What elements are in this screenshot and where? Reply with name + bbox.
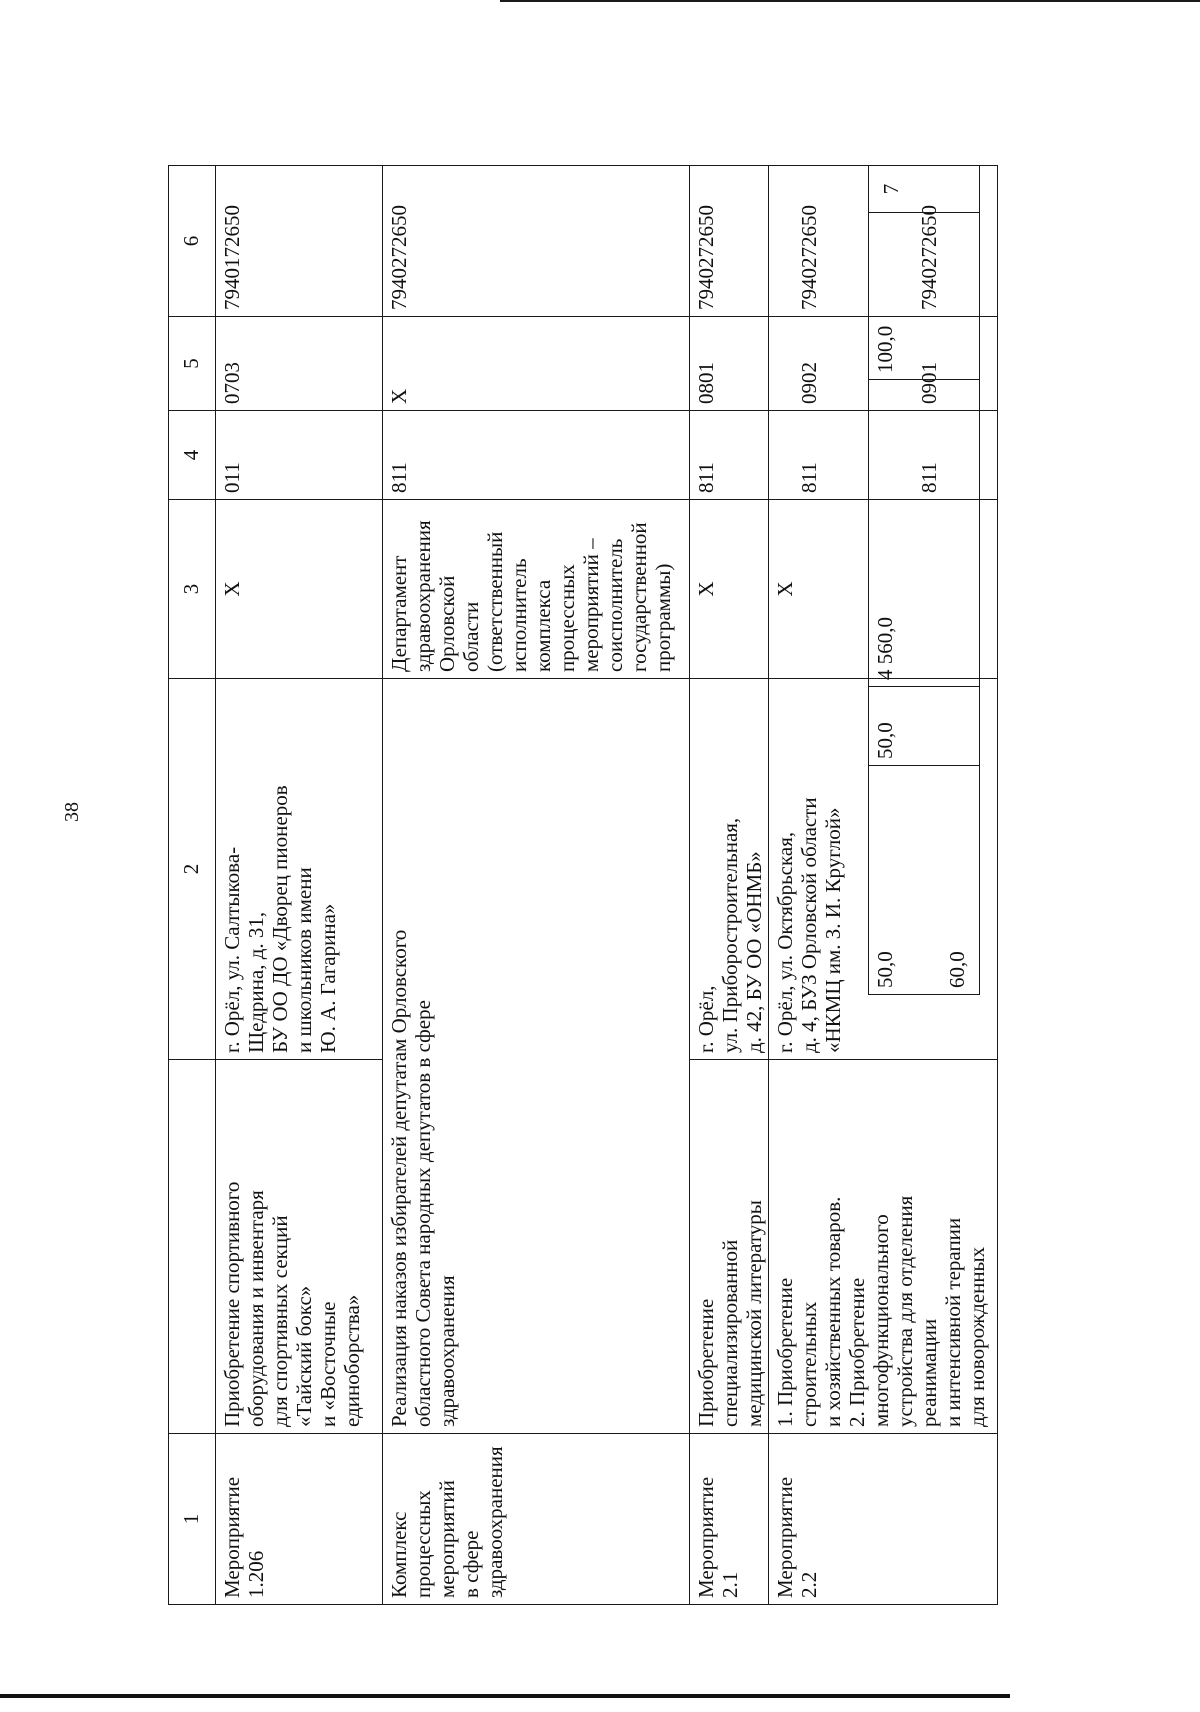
row1-col3: X [215, 499, 383, 679]
row1-col4: 011 [215, 410, 383, 500]
row2-col6: 7940272650 [382, 165, 690, 317]
row4-col7 [868, 765, 980, 995]
header-col-4: 4 [168, 410, 216, 500]
row3-col1b: Приобретение специализированной медицинской литературы [689, 1059, 769, 1434]
row3-col5: 0801 [689, 316, 769, 411]
row1-col5: 0703 [215, 316, 383, 411]
row4-col5-line1: 0902 [797, 362, 821, 404]
row4-col4-line1: 811 [797, 462, 821, 493]
scan-edge-top [500, 0, 1200, 2]
row3-col7: 50,0 [868, 686, 980, 766]
row2-col3: Департамент здравоохранения Орловской области (ответственный исполнитель комплекса процессных мероприятий – соисполнитель государственной программы) [382, 499, 690, 679]
header-col-1b [168, 1059, 216, 1434]
header-col-6: 6 [168, 165, 216, 317]
row2-col7: 4 560,0 [868, 379, 980, 687]
page-number: 38 [61, 802, 83, 822]
row4-col7-line2: 60,0 [945, 951, 969, 988]
row2-col5: X [382, 316, 690, 411]
row2-col1b-2: Реализация наказов избирателей депутатам Орловского областного Совета народных депутатов в сфере здравоохранения [382, 678, 690, 1434]
row1-col1: Мероприятие 1.206 [215, 1433, 383, 1605]
row2-col1: Комплекс процессных мероприятий в сфере здравоохранения [382, 1433, 690, 1605]
row4-col6-line2: 7940272650 [917, 205, 941, 310]
header-col-1: 1 [168, 1433, 216, 1605]
row4-col1: Мероприятие 2.2 [768, 1433, 998, 1605]
header-col-2: 2 [168, 678, 216, 1060]
row4-col6-line1: 7940272650 [797, 205, 821, 310]
row3-col6: 7940272650 [689, 165, 769, 317]
row4-col5-line2: 0901 [917, 362, 941, 404]
row2-col4: 811 [382, 410, 690, 500]
row3-col1: Мероприятие 2.1 [689, 1433, 769, 1605]
row3-col4: 811 [689, 410, 769, 500]
row1-col2: г. Орёл, ул. Салтыкова- Щедрина, д. 31, БУ ОО ДО «Дворец пионеров и школьников имени Ю. А. Гагарина» [215, 678, 383, 1060]
row3-col2: г. Орёл, ул. Приборостроительная, д. 42, БУ ОО «ОНМБ» [689, 678, 769, 1060]
row1-col7: 100,0 [868, 212, 980, 380]
header-col-7: 7 [868, 165, 980, 213]
header-col-3: 3 [168, 499, 216, 679]
scan-edge-bottom [0, 1694, 1010, 1698]
row4-col2: г. Орёл, ул. Октябрьская, д. 4, БУЗ Орловской области «НКМЦ им. З. И. Круглой» [768, 678, 998, 1060]
row4-col3: X [768, 499, 998, 679]
row4-col4-line2: 811 [917, 462, 941, 493]
row4-col7-line1: 50,0 [873, 951, 897, 988]
rotated-table-col7 [868, 165, 980, 1605]
header-col-5: 5 [168, 316, 216, 411]
row3-col3: X [689, 499, 769, 679]
row1-col6: 7940172650 [215, 165, 383, 317]
row1-col1b: Приобретение спортивного оборудования и инвентаря для спортивных секций «Тайский бокс» и «Восточные единоборства» [215, 1059, 383, 1434]
row4-col1b: 1. Приобретение строительных и хозяйственных товаров. 2. Приобретение многофункционального устройства для отделения реанимации и интенсивной терапии для новорожденных [768, 1059, 998, 1434]
